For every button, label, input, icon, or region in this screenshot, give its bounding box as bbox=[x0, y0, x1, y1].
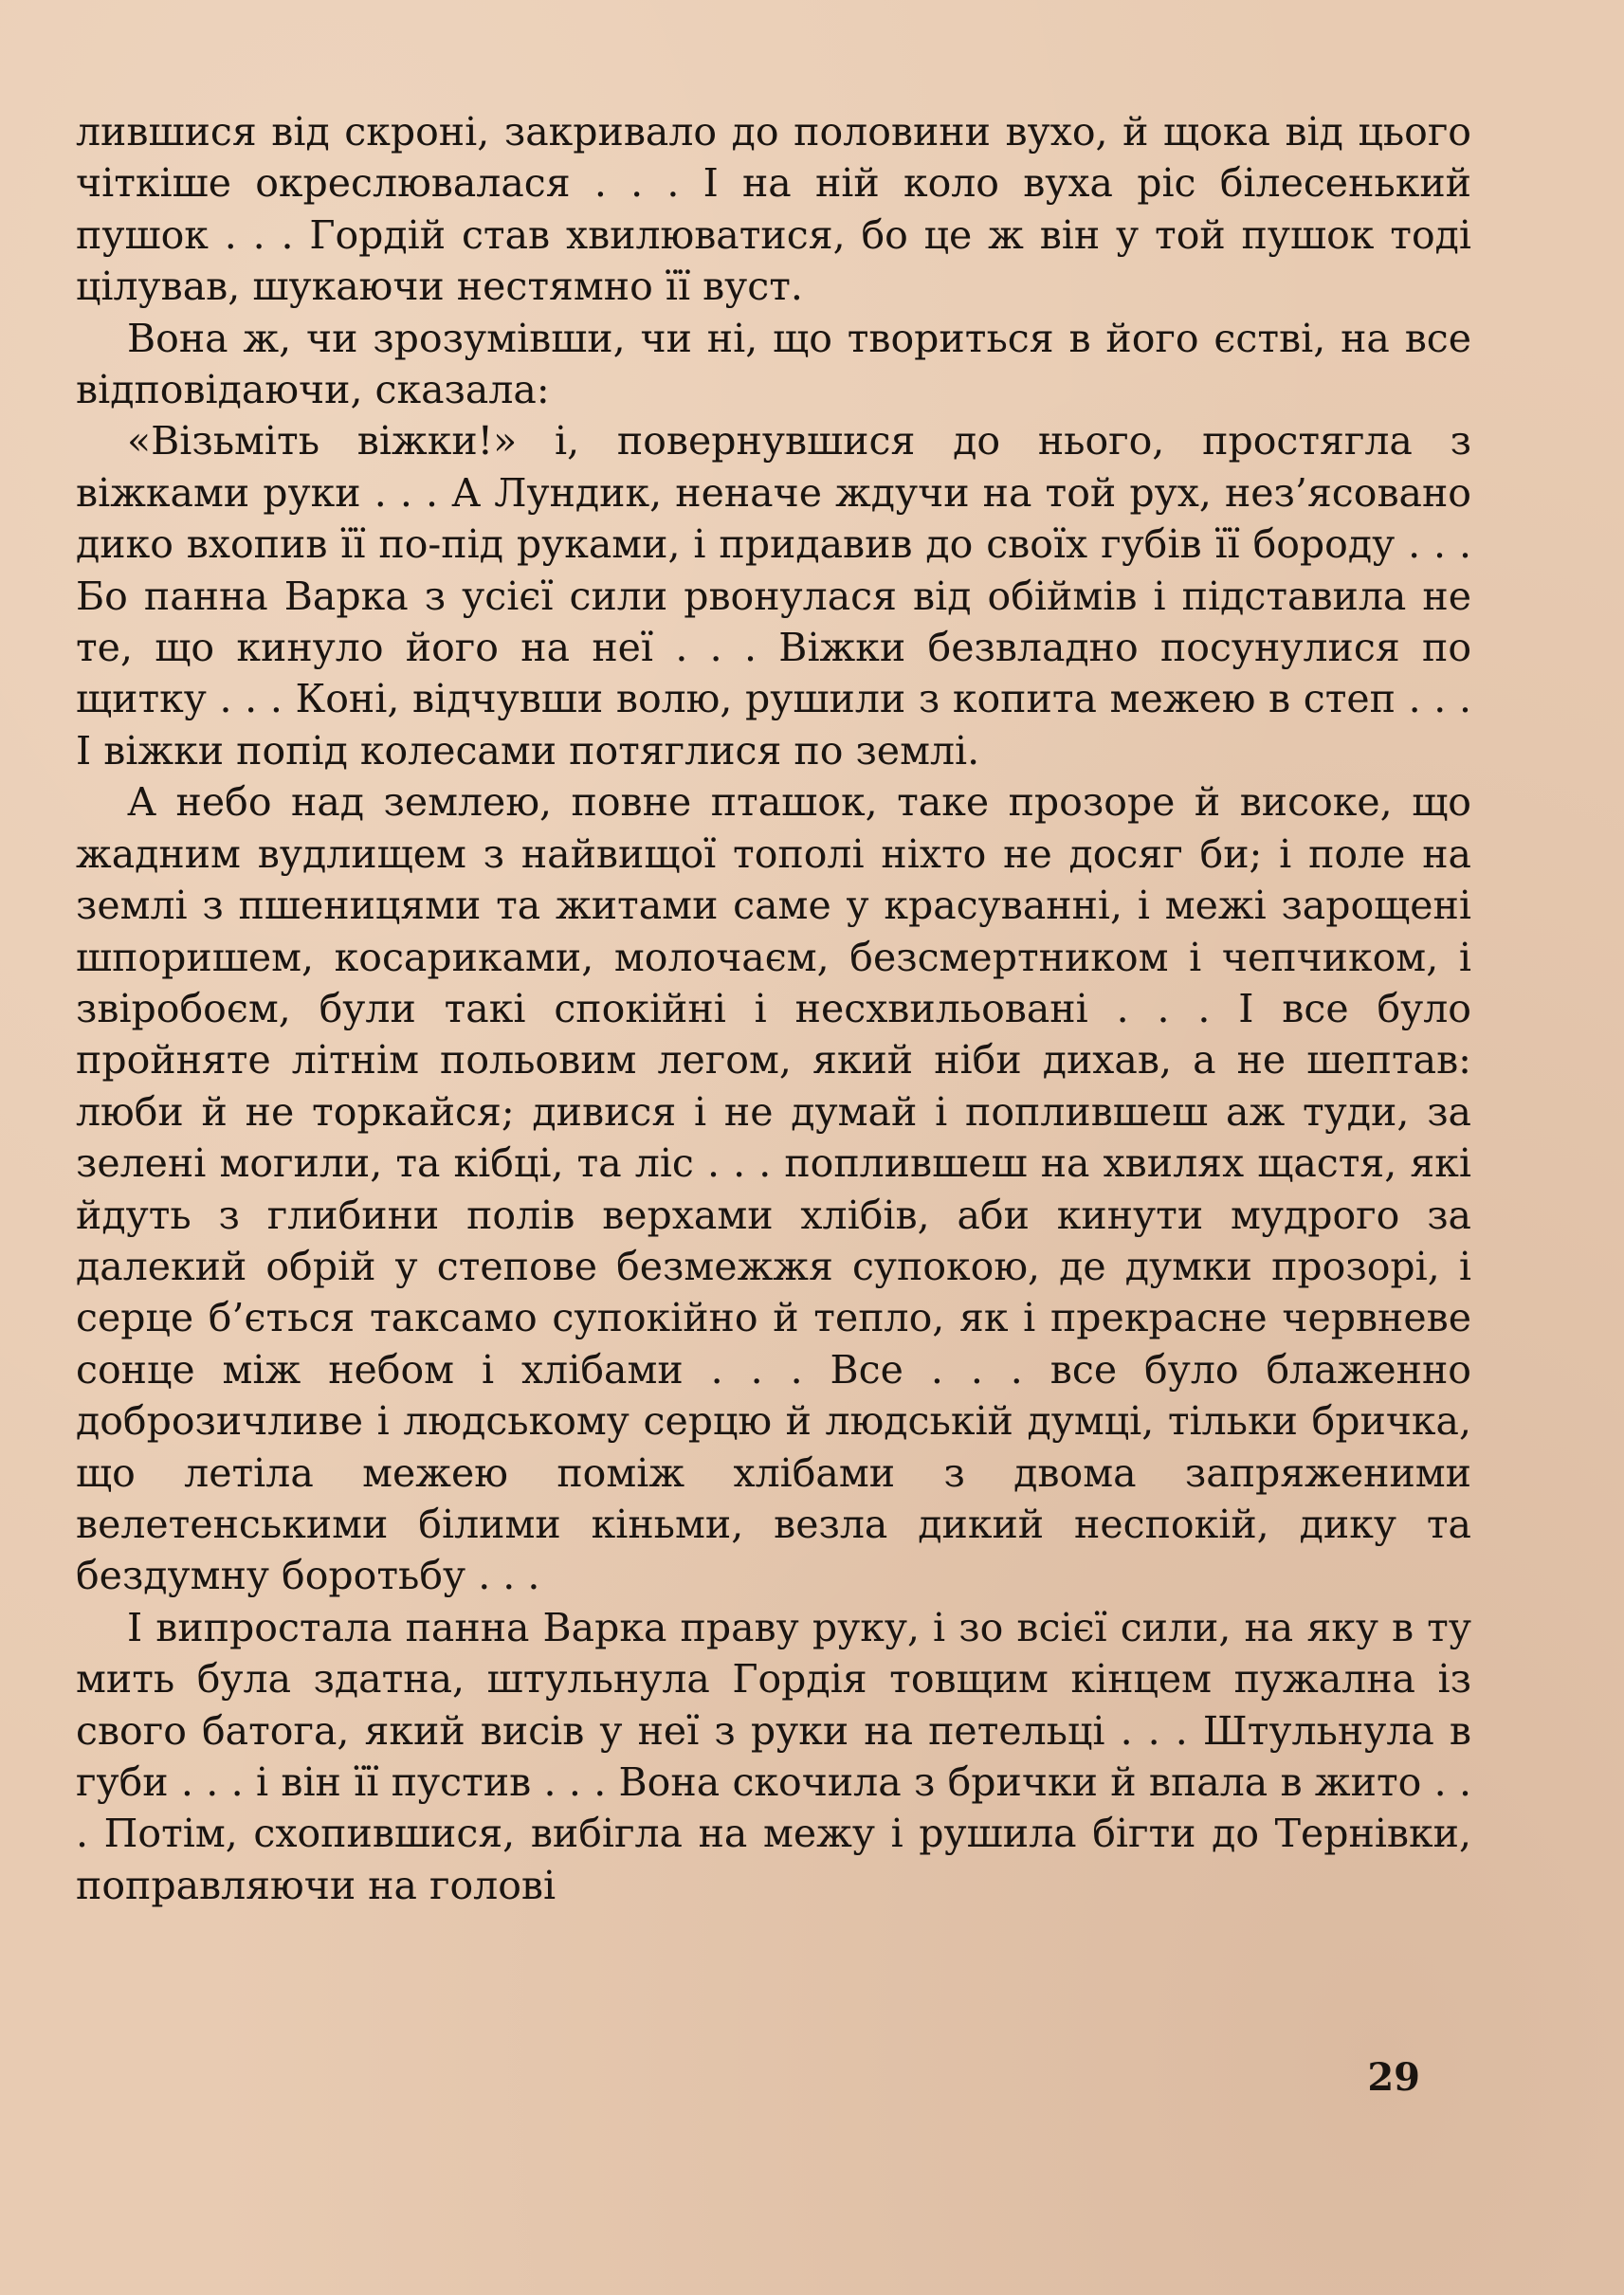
paragraph-5: І випростала панна Варка праву руку, і зо всієї сили, на яку в ту мить була здатна, штульнула Гордія товщим кінцем пужална із свого батога, який висів у неї з руки на петельці . . . Штульнула в губи . . . і він її пустив . . . Вона скочила з брички й впала в жито . . . Потім, схопившися, вибігла на межу і рушила бігти до Тернівки, поправляючи на голові bbox=[76, 1604, 1471, 1908]
paragraph-1: лившися від скроні, закривало до половини вухо, й щока від цього чіткіше окреслювалася . . . І на ній коло вуха ріс білесенький пушок . . . Гордій став хвилюватися, бо це ж він у той пушок тоді цілував, шукаючи нестямно її вуст. bbox=[76, 109, 1471, 310]
page-number: 29 bbox=[1367, 2055, 1420, 2100]
paragraph-3: «Візьміть віжки!» і, повернувшися до нього, простягла з віжками руки . . . А Лундик, неначе ждучи на той рух, нез’ясовано дико вхопив її по-під руками, і придавив до своїх губів її бороду . . . Бо панна Варка з усієї сили рвонулася від обіймів і підставила не те, що кинуло його на неї . . . Віжки безвладно посунулися по щитку . . . Коні, відчувши волю, рушили з копита межею в степ . . . І віжки попід колесами потяглися по землі. bbox=[76, 418, 1471, 774]
body-text bbox=[76, 106, 1471, 1911]
paragraph-4: А небо над землею, повне пташок, таке прозоре й високе, що жадним вудлищем з найвищої тополі ніхто не досяг би; і поле на землі з пшеницями та житами саме у красуванні, і межі зарощені шпоришем, косариками, молочаєм, безсмертником і чепчиком, і звіробоєм, були такі спокійні і несхвильовані . . . І все було пройняте літнім польовим легом, який ніби дихав, а не шептав: люби й не торкайся; дивися і не думай і поплившеш аж туди, за зелені могили, та кібці, та ліс . . . поплившеш на хвилях щастя, які йдуть з глибини полів верхами хлібів, аби кинути мудрого за далекий обрій у степове безмежжя супокою, де думки прозорі, і серце б’ється таксамо супокійно й тепло, як і прекрасне червневе сонце між небом і хлібами . . . Все . . . все було блаженно доброзичливе і людському серцю й людській думці, тільки бричка, що летіла межею поміж хлібами з двома запряженими велетенськими білими кіньми, везла дикий неспокій, дику та бездумну боротьбу . . . bbox=[76, 779, 1471, 1599]
paragraph-2: Вона ж, чи зрозумівши, чи ні, що твориться в його єстві, на все відповідаючи, сказала: bbox=[76, 315, 1471, 413]
